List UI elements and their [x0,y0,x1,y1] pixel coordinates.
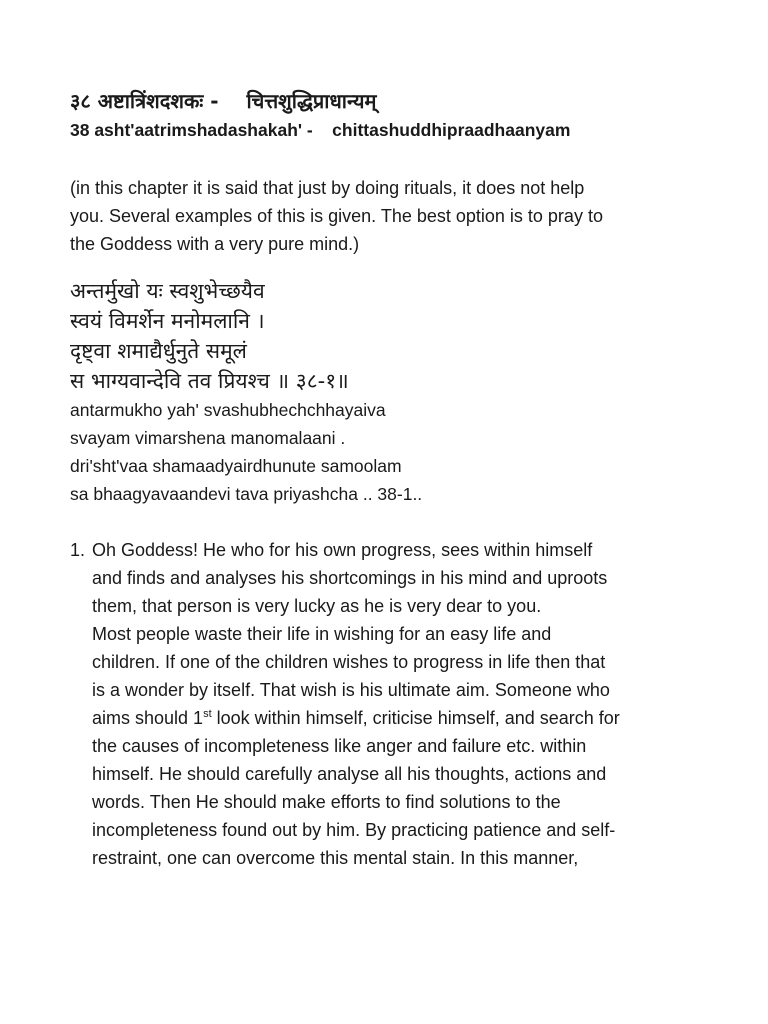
chapter-title-devanagari: ३८ अष्टात्रिंशदशकः - चित्तशुद्धिप्राधान्यम् [70,89,377,113]
commentary-text: aims should 1 [92,708,204,728]
intro-line: (in this chapter it is said that just by doing rituals, it does not help [70,178,585,198]
commentary-line: words. Then He should make efforts to find solutions to the [92,792,561,812]
commentary-line: children. If one of the children wishes to progress in life then that [92,652,606,672]
commentary-line: himself. He should carefully analyse all his thoughts, actions and [92,764,607,784]
commentary-line: incompleteness found out by him. By practicing patience and self- [92,820,616,840]
verse-line: स्वयं विमर्शेन मनोमलानि । [70,309,265,333]
commentary-body [92,536,720,872]
transliteration-line: svayam vimarshena manomalaani . [70,428,346,448]
verse-devanagari [70,276,720,396]
verse-line: अन्तर्मुखो यः स्वशुभेच्छयैव [70,279,265,303]
commentary-line: is a wonder by itself. That wish is his ultimate aim. Someone who [92,680,610,700]
commentary-line: them, that person is very lucky as he is very dear to you. [92,596,542,616]
transliteration-line: dri'sht'vaa shamaadyairdhunute samoolam [70,456,402,476]
commentary-line: restraint, one can overcome this mental stain. In this manner, [92,848,579,868]
intro-line: you. Several examples of this is given. The best option is to pray to [70,206,603,226]
chapter-title-transliteration: 38 asht'aatrimshadashakah' - chittashuddhipraadhaanyam [70,120,571,140]
verse-line: स भाग्यवान्देवि तव प्रियश्च ॥ ३८-१॥ [70,369,349,393]
list-item-number: 1. [70,540,86,560]
commentary-text: look within himself, criticise himself, and search for [211,708,620,728]
commentary-line-with-superscript [92,704,720,732]
intro-line: the Goddess with a very pure mind.) [70,234,360,254]
commentary-line: the causes of incompleteness like anger and failure etc. within [92,736,587,756]
transliteration-line: antarmukho yah' svashubhechchhayaiva [70,400,386,420]
commentary-item-1 [70,536,720,872]
verse-line: दृष्ट्वा शमाद्यैर्धुनुते समूलं [70,339,247,363]
chapter-intro [70,174,710,258]
verse-transliteration [70,396,720,508]
commentary-line: and finds and analyses his shortcomings in his mind and uproots [92,568,608,588]
commentary-line: Oh Goddess! He who for his own progress, sees within himself [92,540,593,560]
commentary-line: Most people waste their life in wishing for an easy life and [92,624,552,644]
document-page [70,86,720,872]
ordinal-superscript: st [203,708,212,720]
transliteration-line: sa bhaagyavaandevi tava priyashcha .. 38-1.. [70,484,423,504]
